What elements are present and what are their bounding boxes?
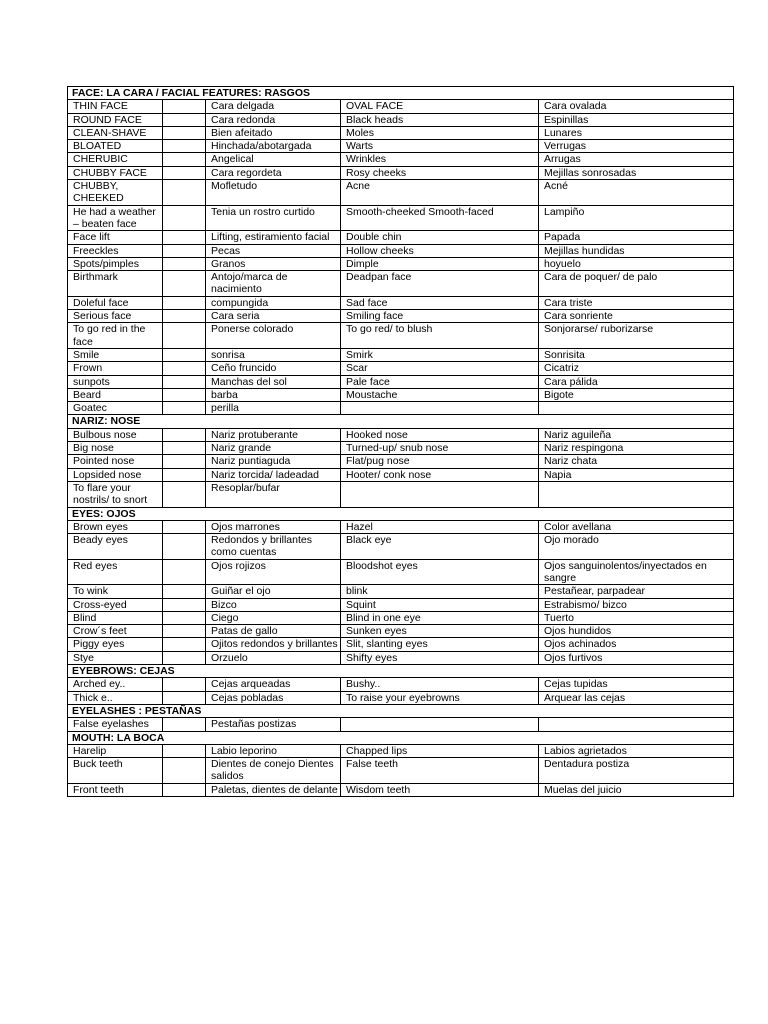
table-row: [68, 744, 734, 757]
section-title: EYES: OJOS: [68, 507, 734, 520]
blank-cell-cell: [163, 100, 206, 113]
spanish-term-cell: Muelas del juicio: [539, 783, 734, 796]
english-term-cell: CHERUBIC: [68, 153, 163, 166]
english-term-cell: Buck teeth: [68, 758, 163, 784]
spanish-term-cell: Cara delgada: [206, 100, 341, 113]
english-term-cell: OVAL FACE: [341, 100, 539, 113]
english-term-cell: blink: [341, 585, 539, 598]
english-term-cell: Turned-up/ snub nose: [341, 442, 539, 455]
spanish-term-cell: Cara sonriente: [539, 310, 734, 323]
spanish-term-cell: Ciego: [206, 611, 341, 624]
spanish-term-cell: Tenia un rostro curtido: [206, 205, 341, 231]
spanish-term-cell: Orzuelo: [206, 651, 341, 664]
spanish-term-cell: sonrisa: [206, 348, 341, 361]
english-term-cell: To raise your eyebrowns: [341, 691, 539, 704]
blank-cell-cell: [163, 598, 206, 611]
english-term-cell: [341, 718, 539, 731]
english-term-cell: Smile: [68, 348, 163, 361]
english-term-cell: Smiling face: [341, 310, 539, 323]
table-row: [68, 271, 734, 297]
table-row: [68, 534, 734, 560]
english-term-cell: Lopsided nose: [68, 468, 163, 481]
vocabulary-table-body: [68, 87, 734, 797]
section-header-row: [68, 415, 734, 428]
table-row: [68, 257, 734, 270]
english-term-cell: Bushy..: [341, 678, 539, 691]
spanish-term-cell: [539, 481, 734, 507]
table-row: [68, 520, 734, 533]
spanish-term-cell: Cejas tupidas: [539, 678, 734, 691]
spanish-term-cell: Patas de gallo: [206, 625, 341, 638]
table-row: [68, 126, 734, 139]
blank-cell-cell: [163, 271, 206, 297]
blank-cell-cell: [163, 783, 206, 796]
english-term-cell: He had a weather – beaten face: [68, 205, 163, 231]
spanish-term-cell: Sonjorarse/ ruborizarse: [539, 323, 734, 349]
section-title: EYELASHES : PESTAÑAS: [68, 704, 734, 717]
blank-cell-cell: [163, 455, 206, 468]
spanish-term-cell: [539, 402, 734, 415]
section-header-row: [68, 507, 734, 520]
blank-cell-cell: [163, 310, 206, 323]
table-row: [68, 166, 734, 179]
blank-cell-cell: [163, 244, 206, 257]
spanish-term-cell: Cara triste: [539, 296, 734, 309]
spanish-term-cell: Redondos y brillantes como cuentas: [206, 534, 341, 560]
blank-cell-cell: [163, 758, 206, 784]
english-term-cell: Cross-eyed: [68, 598, 163, 611]
spanish-term-cell: Manchas del sol: [206, 375, 341, 388]
spanish-term-cell: Pecas: [206, 244, 341, 257]
blank-cell-cell: [163, 744, 206, 757]
spanish-term-cell: Labio leporino: [206, 744, 341, 757]
spanish-term-cell: perilla: [206, 402, 341, 415]
spanish-term-cell: Lampiño: [539, 205, 734, 231]
spanish-term-cell: Ojitos redondos y brillantes: [206, 638, 341, 651]
spanish-term-cell: Ojos achinados: [539, 638, 734, 651]
blank-cell-cell: [163, 520, 206, 533]
table-row: [68, 153, 734, 166]
english-term-cell: Sunken eyes: [341, 625, 539, 638]
english-term-cell: Double chin: [341, 231, 539, 244]
english-term-cell: False eyelashes: [68, 718, 163, 731]
english-term-cell: sunpots: [68, 375, 163, 388]
blank-cell-cell: [163, 585, 206, 598]
blank-cell-cell: [163, 126, 206, 139]
spanish-term-cell: Resoplar/bufar: [206, 481, 341, 507]
english-term-cell: Piggy eyes: [68, 638, 163, 651]
english-term-cell: Stye: [68, 651, 163, 664]
blank-cell-cell: [163, 140, 206, 153]
spanish-term-cell: Lifting, estiramiento facial: [206, 231, 341, 244]
section-header-row: [68, 87, 734, 100]
table-row: [68, 758, 734, 784]
blank-cell-cell: [163, 691, 206, 704]
spanish-term-cell: compungida: [206, 296, 341, 309]
english-term-cell: Blind: [68, 611, 163, 624]
blank-cell-cell: [163, 296, 206, 309]
spanish-term-cell: Cara ovalada: [539, 100, 734, 113]
table-row: [68, 244, 734, 257]
table-row: [68, 783, 734, 796]
table-row: [68, 100, 734, 113]
spanish-term-cell: Ponerse colorado: [206, 323, 341, 349]
spanish-term-cell: Cejas arqueadas: [206, 678, 341, 691]
spanish-term-cell: [539, 718, 734, 731]
english-term-cell: Freeckles: [68, 244, 163, 257]
table-row: [68, 468, 734, 481]
spanish-term-cell: Pestañear, parpadear: [539, 585, 734, 598]
blank-cell-cell: [163, 678, 206, 691]
table-row: [68, 611, 734, 624]
english-term-cell: Squint: [341, 598, 539, 611]
blank-cell-cell: [163, 442, 206, 455]
english-term-cell: Face lift: [68, 231, 163, 244]
english-term-cell: To wink: [68, 585, 163, 598]
english-term-cell: Pointed nose: [68, 455, 163, 468]
blank-cell-cell: [163, 718, 206, 731]
spanish-term-cell: Nariz torcida/ ladeadad: [206, 468, 341, 481]
table-row: [68, 442, 734, 455]
spanish-term-cell: Labios agrietados: [539, 744, 734, 757]
spanish-term-cell: Ojos marrones: [206, 520, 341, 533]
english-term-cell: Shifty eyes: [341, 651, 539, 664]
english-term-cell: Hollow cheeks: [341, 244, 539, 257]
english-term-cell: Beady eyes: [68, 534, 163, 560]
english-term-cell: Rosy cheeks: [341, 166, 539, 179]
section-header-row: [68, 731, 734, 744]
section-header-row: [68, 665, 734, 678]
english-term-cell: Dimple: [341, 257, 539, 270]
english-term-cell: THIN FACE: [68, 100, 163, 113]
english-term-cell: Slit, slanting eyes: [341, 638, 539, 651]
english-term-cell: Hooter/ conk nose: [341, 468, 539, 481]
english-term-cell: Moles: [341, 126, 539, 139]
english-term-cell: [341, 481, 539, 507]
blank-cell-cell: [163, 428, 206, 441]
spanish-term-cell: Dientes de conejo Dientes salidos: [206, 758, 341, 784]
spanish-term-cell: Bizco: [206, 598, 341, 611]
section-title: EYEBROWS: CEJAS: [68, 665, 734, 678]
english-term-cell: CHUBBY, CHEEKED: [68, 180, 163, 206]
blank-cell-cell: [163, 348, 206, 361]
table-row: [68, 296, 734, 309]
spanish-term-cell: Nariz grande: [206, 442, 341, 455]
english-term-cell: ROUND FACE: [68, 113, 163, 126]
blank-cell-cell: [163, 651, 206, 664]
english-term-cell: Hooked nose: [341, 428, 539, 441]
english-term-cell: Thick e..: [68, 691, 163, 704]
english-term-cell: To go red/ to blush: [341, 323, 539, 349]
blank-cell-cell: [163, 166, 206, 179]
english-term-cell: Wrinkles: [341, 153, 539, 166]
english-term-cell: Frown: [68, 362, 163, 375]
table-row: [68, 113, 734, 126]
english-term-cell: BLOATED: [68, 140, 163, 153]
table-row: [68, 651, 734, 664]
table-row: [68, 205, 734, 231]
table-row: [68, 678, 734, 691]
blank-cell-cell: [163, 388, 206, 401]
spanish-term-cell: Bigote: [539, 388, 734, 401]
table-row: [68, 638, 734, 651]
english-term-cell: False teeth: [341, 758, 539, 784]
english-term-cell: Goatec: [68, 402, 163, 415]
table-row: [68, 598, 734, 611]
spanish-term-cell: Paletas, dientes de delante: [206, 783, 341, 796]
english-term-cell: Sad face: [341, 296, 539, 309]
blank-cell-cell: [163, 257, 206, 270]
blank-cell-cell: [163, 113, 206, 126]
english-term-cell: Wisdom teeth: [341, 783, 539, 796]
spanish-term-cell: Nariz puntiaguda: [206, 455, 341, 468]
english-term-cell: CHUBBY FACE: [68, 166, 163, 179]
blank-cell-cell: [163, 468, 206, 481]
spanish-term-cell: Mejillas hundidas: [539, 244, 734, 257]
english-term-cell: Birthmark: [68, 271, 163, 297]
english-term-cell: Flat/pug nose: [341, 455, 539, 468]
english-term-cell: Smooth-cheeked Smooth-faced: [341, 205, 539, 231]
table-row: [68, 691, 734, 704]
spanish-term-cell: Mejillas sonrosadas: [539, 166, 734, 179]
spanish-term-cell: Cara de poquer/ de palo: [539, 271, 734, 297]
english-term-cell: Black heads: [341, 113, 539, 126]
spanish-term-cell: Ojo morado: [539, 534, 734, 560]
english-term-cell: Hazel: [341, 520, 539, 533]
table-row: [68, 348, 734, 361]
spanish-term-cell: Ceño fruncido: [206, 362, 341, 375]
blank-cell-cell: [163, 323, 206, 349]
spanish-term-cell: Antojo/marca de nacimiento: [206, 271, 341, 297]
blank-cell-cell: [163, 205, 206, 231]
spanish-term-cell: Dentadura postiza: [539, 758, 734, 784]
english-term-cell: Acne: [341, 180, 539, 206]
english-term-cell: Harelip: [68, 744, 163, 757]
english-term-cell: Arched ey..: [68, 678, 163, 691]
blank-cell-cell: [163, 362, 206, 375]
spanish-term-cell: Pestañas postizas: [206, 718, 341, 731]
spanish-term-cell: Cicatriz: [539, 362, 734, 375]
english-term-cell: Smirk: [341, 348, 539, 361]
spanish-term-cell: Ojos hundidos: [539, 625, 734, 638]
table-row: [68, 388, 734, 401]
english-term-cell: Deadpan face: [341, 271, 539, 297]
english-term-cell: Warts: [341, 140, 539, 153]
spanish-term-cell: Papada: [539, 231, 734, 244]
spanish-term-cell: Guiñar el ojo: [206, 585, 341, 598]
english-term-cell: CLEAN-SHAVE: [68, 126, 163, 139]
english-term-cell: Big nose: [68, 442, 163, 455]
table-row: [68, 231, 734, 244]
blank-cell-cell: [163, 375, 206, 388]
table-row: [68, 428, 734, 441]
section-title: FACE: LA CARA / FACIAL FEATURES: RASGOS: [68, 87, 734, 100]
blank-cell-cell: [163, 153, 206, 166]
english-term-cell: Blind in one eye: [341, 611, 539, 624]
english-term-cell: Front teeth: [68, 783, 163, 796]
spanish-term-cell: Color avellana: [539, 520, 734, 533]
spanish-term-cell: Arquear las cejas: [539, 691, 734, 704]
english-term-cell: Spots/pimples: [68, 257, 163, 270]
english-term-cell: To go red in the face: [68, 323, 163, 349]
english-term-cell: Chapped lips: [341, 744, 539, 757]
spanish-term-cell: Tuerto: [539, 611, 734, 624]
spanish-term-cell: Arrugas: [539, 153, 734, 166]
table-row: [68, 402, 734, 415]
table-row: [68, 585, 734, 598]
spanish-term-cell: Lunares: [539, 126, 734, 139]
blank-cell-cell: [163, 611, 206, 624]
table-row: [68, 455, 734, 468]
table-row: [68, 180, 734, 206]
english-term-cell: Crow´s feet: [68, 625, 163, 638]
blank-cell-cell: [163, 231, 206, 244]
spanish-term-cell: Cara seria: [206, 310, 341, 323]
spanish-term-cell: Angelical: [206, 153, 341, 166]
spanish-term-cell: Ojos furtivos: [539, 651, 734, 664]
blank-cell-cell: [163, 534, 206, 560]
table-row: [68, 559, 734, 585]
table-row: [68, 625, 734, 638]
section-header-row: [68, 704, 734, 717]
blank-cell-cell: [163, 559, 206, 585]
english-term-cell: Doleful face: [68, 296, 163, 309]
english-term-cell: Bloodshot eyes: [341, 559, 539, 585]
spanish-term-cell: Nariz respingona: [539, 442, 734, 455]
table-row: [68, 481, 734, 507]
spanish-term-cell: hoyuelo: [539, 257, 734, 270]
spanish-term-cell: Cara regordeta: [206, 166, 341, 179]
blank-cell-cell: [163, 402, 206, 415]
blank-cell-cell: [163, 625, 206, 638]
section-title: MOUTH: LA BOCA: [68, 731, 734, 744]
section-title: NARIZ: NOSE: [68, 415, 734, 428]
spanish-term-cell: Acné: [539, 180, 734, 206]
table-row: [68, 375, 734, 388]
table-row: [68, 310, 734, 323]
spanish-term-cell: Cara pálida: [539, 375, 734, 388]
spanish-term-cell: Bien afeitado: [206, 126, 341, 139]
blank-cell-cell: [163, 481, 206, 507]
spanish-term-cell: Granos: [206, 257, 341, 270]
english-term-cell: Serious face: [68, 310, 163, 323]
english-term-cell: [341, 402, 539, 415]
english-term-cell: Moustache: [341, 388, 539, 401]
spanish-term-cell: Nariz chata: [539, 455, 734, 468]
blank-cell-cell: [163, 180, 206, 206]
spanish-term-cell: Ojos sanguinolentos/inyectados en sangre: [539, 559, 734, 585]
english-term-cell: Red eyes: [68, 559, 163, 585]
spanish-term-cell: Cara redonda: [206, 113, 341, 126]
vocabulary-table: [67, 86, 734, 797]
english-term-cell: Scar: [341, 362, 539, 375]
spanish-term-cell: Sonrisita: [539, 348, 734, 361]
table-row: [68, 362, 734, 375]
english-term-cell: Bulbous nose: [68, 428, 163, 441]
english-term-cell: Pale face: [341, 375, 539, 388]
table-row: [68, 323, 734, 349]
table-row: [68, 718, 734, 731]
english-term-cell: Black eye: [341, 534, 539, 560]
table-row: [68, 140, 734, 153]
spanish-term-cell: Nariz protuberante: [206, 428, 341, 441]
spanish-term-cell: Estrabismo/ bizco: [539, 598, 734, 611]
spanish-term-cell: Cejas pobladas: [206, 691, 341, 704]
spanish-term-cell: Mofletudo: [206, 180, 341, 206]
spanish-term-cell: Verrugas: [539, 140, 734, 153]
spanish-term-cell: Ojos rojizos: [206, 559, 341, 585]
spanish-term-cell: Hinchada/abotargada: [206, 140, 341, 153]
spanish-term-cell: Napia: [539, 468, 734, 481]
blank-cell-cell: [163, 638, 206, 651]
english-term-cell: Beard: [68, 388, 163, 401]
spanish-term-cell: Espinillas: [539, 113, 734, 126]
english-term-cell: To flare your nostrils/ to snort: [68, 481, 163, 507]
spanish-term-cell: Nariz aguileña: [539, 428, 734, 441]
spanish-term-cell: barba: [206, 388, 341, 401]
english-term-cell: Brown eyes: [68, 520, 163, 533]
